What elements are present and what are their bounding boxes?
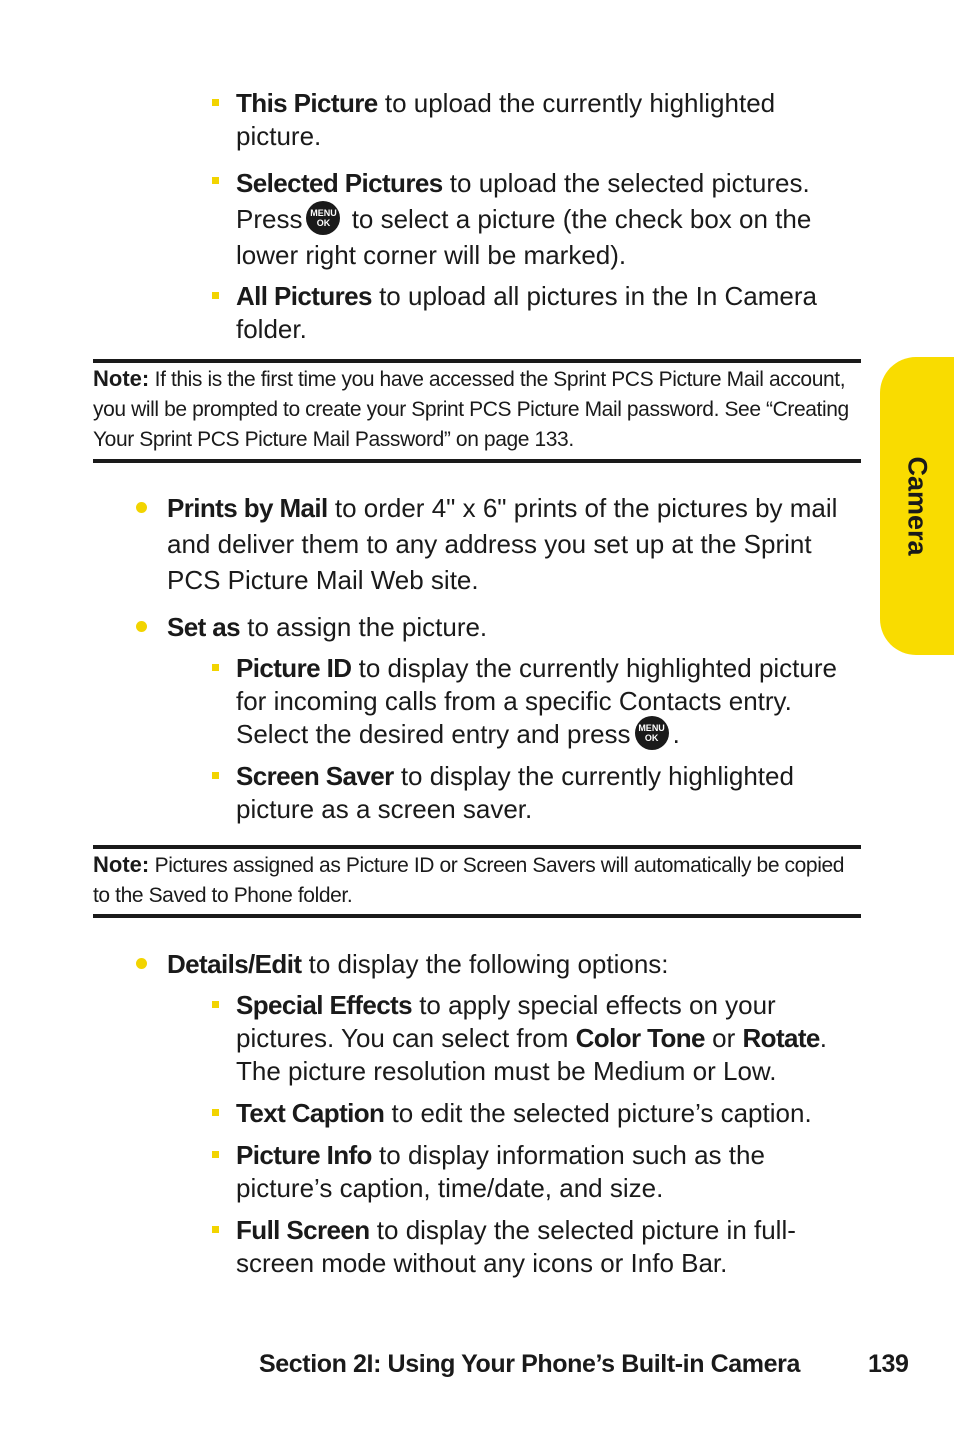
option-description: to select a picture (the check box on the lower right corner will be marked). — [236, 204, 812, 270]
list-item — [212, 280, 862, 346]
square-bullet-icon — [212, 1151, 219, 1158]
option-description: or — [704, 1023, 743, 1053]
list-item — [212, 87, 862, 153]
square-bullet-icon — [212, 292, 219, 299]
divider — [93, 459, 861, 463]
list-item — [212, 1214, 862, 1280]
note-text: If this is the first time you have accessed the Sprint PCS Picture Mail account, you will be prompted to create your Sprint PCS Picture Mail password. See “Creating Your Sprint PCS Picture Mail Password” on page 133. — [93, 368, 849, 451]
option-name: Full Screen — [236, 1215, 370, 1245]
option-description: . — [672, 719, 680, 749]
option-name: Special Effects — [236, 990, 412, 1020]
option-description: . The picture resolution must be Medium or Low. — [236, 1023, 828, 1086]
option-description: to display the following options: — [301, 949, 669, 979]
option-description: to upload the currently highlighted picture. — [236, 88, 776, 151]
list-item — [136, 946, 862, 982]
option-name: Picture Info — [236, 1140, 372, 1170]
option-name: Picture ID — [236, 653, 352, 683]
option-description: to edit the selected picture’s caption. — [384, 1098, 812, 1128]
round-bullet-icon — [136, 502, 147, 513]
option-description: to display information such as the picture’s caption, time/date, and size. — [236, 1140, 765, 1203]
divider — [93, 845, 861, 849]
note-text: Pictures assigned as Picture ID or Screen Savers will automatically be copied to the Saved to Phone folder. — [93, 854, 845, 907]
option-name: Rotate — [742, 1023, 820, 1053]
square-bullet-icon — [212, 772, 219, 779]
square-bullet-icon — [212, 664, 219, 671]
option-name: All Pictures — [236, 281, 372, 311]
menu-ok-key-icon: MENU OK — [306, 201, 340, 235]
note-label: Note: — [93, 852, 150, 877]
option-description: to upload all pictures in the In Camera folder. — [236, 281, 817, 344]
list-item — [212, 652, 862, 751]
square-bullet-icon — [212, 1226, 219, 1233]
side-tab-label: Camera — [902, 456, 933, 556]
option-description: to upload the selected pictures. — [442, 168, 810, 198]
page-number: 139 — [868, 1350, 909, 1378]
list-item — [136, 490, 862, 598]
list-item — [212, 989, 862, 1088]
divider — [93, 914, 861, 918]
square-bullet-icon — [212, 177, 219, 184]
square-bullet-icon — [212, 99, 219, 106]
note — [93, 850, 861, 911]
option-name: Color Tone — [575, 1023, 705, 1053]
option-description: to assign the picture. — [240, 612, 488, 642]
list-item — [212, 165, 862, 273]
square-bullet-icon — [212, 1109, 219, 1116]
list-item — [212, 1139, 862, 1205]
option-name: Screen Saver — [236, 761, 394, 791]
note-label: Note: — [93, 366, 150, 391]
divider — [93, 359, 861, 363]
round-bullet-icon — [136, 958, 147, 969]
option-description: to display the currently highlighted picture for incoming calls from a specific Contacts entry. Select the desired entry and press — [236, 653, 837, 749]
option-name: Text Caption — [236, 1098, 385, 1128]
menu-ok-key-icon: MENU OK — [635, 716, 669, 750]
footer-section-title: Section 2I: Using Your Phone’s Built-in Camera — [259, 1350, 800, 1378]
round-bullet-icon — [136, 621, 147, 632]
option-description: to apply special effects on your pictures. You can select from — [236, 990, 776, 1053]
option-description: to display the selected picture in full-screen mode without any icons or Info Bar. — [236, 1215, 796, 1278]
note — [93, 364, 861, 455]
option-name: Details/Edit — [167, 949, 302, 979]
option-name: Set as — [167, 612, 241, 642]
option-name: This Picture — [236, 88, 378, 118]
option-name: Prints by Mail — [167, 493, 328, 523]
option-description: Press — [236, 204, 303, 234]
option-description: to display the currently highlighted picture as a screen saver. — [236, 761, 794, 824]
option-description: to order 4" x 6" prints of the pictures by mail and deliver them to any address you set up at the Sprint PCS Picture Mail Web site. — [167, 493, 838, 595]
option-name: Selected Pictures — [236, 168, 443, 198]
list-item — [212, 760, 862, 826]
list-item — [136, 609, 862, 645]
square-bullet-icon — [212, 1001, 219, 1008]
list-item — [212, 1097, 862, 1130]
